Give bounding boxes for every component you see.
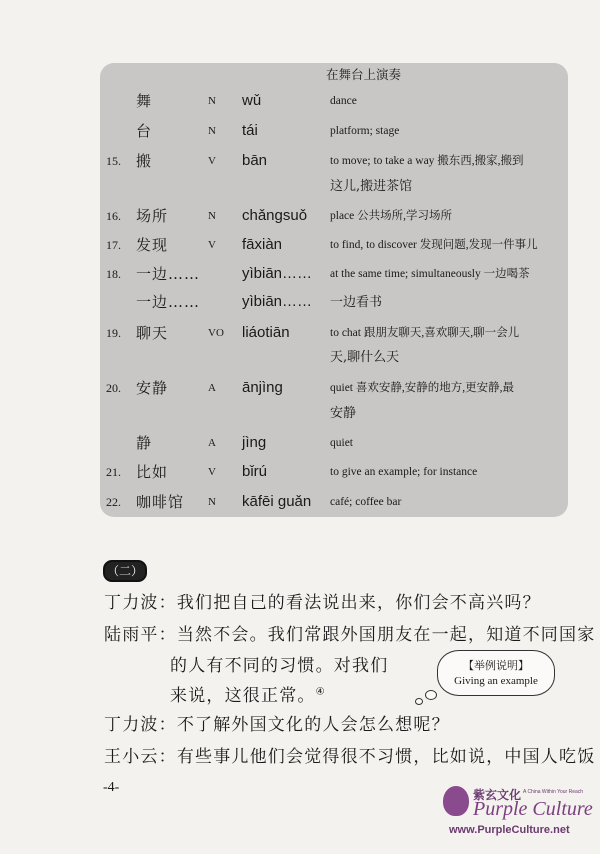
vocab-example: 这儿,搬进茶馆 bbox=[330, 179, 413, 194]
vocab-word: 一边…… bbox=[136, 265, 201, 283]
vocab-example: 天,聊什么天 bbox=[330, 350, 400, 365]
vocab-english: to chat 跟朋友聊天,喜欢聊天,聊一会儿 bbox=[330, 327, 520, 339]
vocab-word: 一边…… bbox=[136, 293, 201, 311]
vocab-top-line: 在舞台上演奏 bbox=[326, 67, 402, 82]
vocab-row bbox=[104, 203, 568, 229]
watermark-brand: Purple Culture bbox=[473, 798, 593, 820]
vocab-pinyin: bān bbox=[242, 152, 268, 169]
dialogue-text: 不了解外国文化的人会怎么想呢？ bbox=[176, 715, 450, 735]
bubble-en: Giving an example bbox=[454, 675, 538, 687]
vocab-row bbox=[104, 118, 568, 144]
vocab-pos: VO bbox=[208, 327, 224, 339]
dialogue-line bbox=[104, 742, 595, 767]
vocab-pinyin: bǐrú bbox=[242, 463, 268, 480]
vocab-pos: V bbox=[208, 466, 216, 478]
vocab-pinyin: fāxiàn bbox=[242, 236, 283, 253]
vocab-num: 15. bbox=[106, 154, 121, 168]
dialogue-line bbox=[104, 588, 541, 613]
vocab-num: 17. bbox=[106, 238, 121, 252]
vocab-english: at the same time; simultaneously 一边喝茶 bbox=[330, 268, 530, 280]
watermark bbox=[443, 780, 593, 840]
vocab-word: 比如 bbox=[136, 463, 169, 481]
section-marker: （二） bbox=[103, 560, 147, 582]
vocab-pinyin: ānjìng bbox=[242, 379, 283, 396]
vocab-word: 咖啡馆 bbox=[136, 493, 185, 511]
dialogue-text: 来说，这很正常。 bbox=[170, 686, 316, 706]
dialogue-text: 有些事儿他们会觉得很不习惯，比如说，中国人吃饭 bbox=[176, 747, 596, 767]
vocab-row bbox=[104, 459, 568, 485]
vocab-english: quiet bbox=[330, 437, 353, 449]
page-number: -4- bbox=[103, 780, 120, 795]
vocab-row bbox=[104, 148, 568, 174]
vocab-pos: V bbox=[208, 239, 216, 251]
vocab-row-continuation bbox=[104, 401, 568, 427]
vocab-num: 19. bbox=[106, 326, 121, 340]
vocab-english: 一边看书 bbox=[330, 294, 383, 309]
vocab-english: to move; to take a way 搬东西,搬家,搬到 bbox=[330, 155, 524, 167]
dialogue-line bbox=[170, 651, 388, 676]
vocab-english: to find, to discover 发现问题,发现一件事儿 bbox=[330, 239, 538, 251]
vocab-num: 20. bbox=[106, 381, 121, 395]
vocab-row-continuation bbox=[104, 174, 568, 200]
vocab-pinyin: wǔ bbox=[242, 92, 262, 109]
vocab-word: 静 bbox=[136, 434, 153, 452]
vocab-num: 22. bbox=[106, 495, 121, 509]
vocab-pos: N bbox=[208, 496, 216, 508]
vocab-english: place 公共场所,学习场所 bbox=[330, 210, 453, 222]
vocab-pos: N bbox=[208, 125, 216, 137]
vocab-num: 21. bbox=[106, 465, 121, 479]
vocab-row-continuation bbox=[104, 345, 568, 371]
dialogue-speaker: 陆雨平： bbox=[104, 625, 177, 645]
dialogue-speaker: 丁力波： bbox=[104, 715, 177, 735]
vocab-english: quiet 喜欢安静,安静的地方,更安静,最 bbox=[330, 382, 514, 394]
vocab-english: café; coffee bar bbox=[330, 496, 402, 508]
vocab-pinyin: liáotiān bbox=[242, 324, 290, 341]
vocab-pos: A bbox=[208, 382, 216, 394]
dialogue-text: 的人有不同的习惯。对我们 bbox=[170, 656, 389, 676]
dialogue-text: 当然不会。我们常跟外国朋友在一起，知道不同国家 bbox=[176, 625, 596, 645]
vocab-pinyin: chǎngsuǒ bbox=[242, 207, 308, 224]
footnote-marker: ④ bbox=[315, 686, 326, 698]
vocab-word: 场所 bbox=[136, 207, 169, 225]
vocab-pinyin: yìbiān…… bbox=[242, 265, 313, 282]
vocab-word: 聊天 bbox=[136, 324, 169, 342]
vocab-pos: N bbox=[208, 95, 216, 107]
vocab-row bbox=[104, 261, 568, 287]
thought-bubble bbox=[437, 650, 555, 696]
vocab-word: 发现 bbox=[136, 236, 169, 254]
dialogue-line bbox=[104, 710, 450, 735]
vocab-pinyin: yìbiān…… bbox=[242, 293, 313, 310]
vocab-english: platform; stage bbox=[330, 125, 400, 137]
vocab-pos: V bbox=[208, 155, 216, 167]
watermark-url: www.PurpleCulture.net bbox=[449, 824, 570, 836]
vocab-num: 16. bbox=[106, 209, 121, 223]
vocab-row bbox=[104, 375, 568, 401]
vocab-english: dance bbox=[330, 95, 357, 107]
vocab-num: 18. bbox=[106, 267, 121, 281]
vocab-pos: A bbox=[208, 437, 216, 449]
vocab-pos: N bbox=[208, 210, 216, 222]
watermark-tagline: A China Within Your Reach bbox=[523, 789, 584, 795]
dialogue-text: 我们把自己的看法说出来，你们会不高兴吗？ bbox=[176, 593, 541, 613]
vocab-row bbox=[104, 489, 568, 515]
dialogue-speaker: 丁力波： bbox=[104, 593, 177, 613]
vocab-pinyin: tái bbox=[242, 122, 258, 139]
vocab-word: 舞 bbox=[136, 92, 153, 110]
dialogue-line bbox=[104, 620, 595, 645]
vocab-pinyin: kāfēi guǎn bbox=[242, 493, 312, 510]
vocab-word: 搬 bbox=[136, 152, 153, 170]
dialogue-speaker: 王小云： bbox=[104, 747, 177, 767]
vocab-row bbox=[104, 232, 568, 258]
vocab-row bbox=[104, 88, 568, 114]
vocab-word: 台 bbox=[136, 122, 153, 140]
purple-culture-logo-icon bbox=[443, 786, 469, 816]
vocab-row bbox=[104, 430, 568, 456]
vocab-row bbox=[104, 289, 568, 315]
vocab-pinyin: jìng bbox=[242, 434, 267, 451]
bubble-tail-dot bbox=[415, 698, 423, 705]
bubble-cn: 【举例说明】 bbox=[463, 659, 529, 672]
bubble-tail-dot bbox=[425, 690, 437, 700]
vocab-english: to give an example; for instance bbox=[330, 466, 478, 478]
dialogue-line bbox=[170, 681, 326, 706]
vocab-list bbox=[104, 0, 568, 520]
watermark-cn: 紫玄文化 bbox=[473, 788, 522, 802]
vocab-example: 安静 bbox=[330, 406, 357, 421]
vocab-row bbox=[104, 320, 568, 346]
vocab-word: 安静 bbox=[136, 379, 169, 397]
